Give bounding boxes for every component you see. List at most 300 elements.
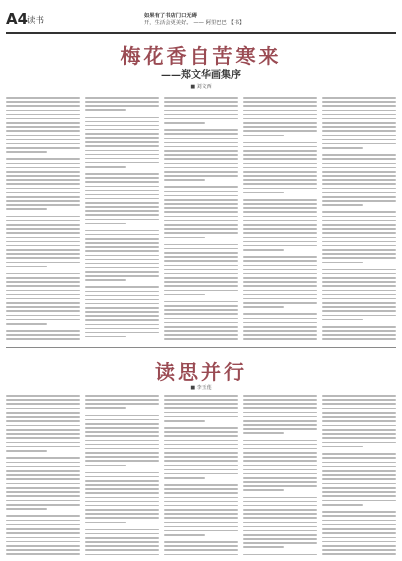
text-line xyxy=(164,133,238,135)
text-line xyxy=(243,142,317,144)
text-line xyxy=(164,554,238,556)
text-line xyxy=(243,302,317,304)
text-line xyxy=(85,286,159,288)
text-line xyxy=(6,508,47,510)
text-line xyxy=(6,126,80,128)
text-line xyxy=(6,462,80,464)
text-line xyxy=(164,407,238,409)
article-1-column-2 xyxy=(85,97,159,340)
text-line xyxy=(243,306,284,308)
text-line xyxy=(164,142,238,144)
text-line xyxy=(322,541,396,543)
text-line xyxy=(164,517,238,519)
text-line xyxy=(85,319,159,321)
text-line xyxy=(243,322,317,324)
text-line xyxy=(164,260,238,262)
text-line xyxy=(6,483,80,485)
text-line xyxy=(6,500,80,502)
text-line xyxy=(243,188,317,190)
text-line xyxy=(85,541,159,543)
text-line xyxy=(164,211,238,213)
text-line xyxy=(164,244,238,246)
text-line xyxy=(243,444,317,446)
text-line xyxy=(243,199,317,201)
section-name: 读书 xyxy=(27,16,45,26)
text-line xyxy=(243,203,317,205)
text-line xyxy=(164,256,238,258)
text-line xyxy=(243,101,317,103)
text-line xyxy=(164,237,205,239)
section-divider xyxy=(6,347,396,348)
text-line xyxy=(85,162,159,164)
text-line xyxy=(164,252,238,254)
text-line xyxy=(164,435,238,437)
article-1-column-3 xyxy=(164,97,238,340)
text-line xyxy=(322,273,396,275)
text-line xyxy=(164,118,238,120)
text-line xyxy=(322,135,396,137)
text-line xyxy=(322,453,396,455)
text-line xyxy=(243,546,284,548)
text-line xyxy=(6,253,80,255)
text-line xyxy=(243,269,317,271)
text-line xyxy=(243,281,317,283)
text-line xyxy=(6,200,80,202)
top-info-strip xyxy=(6,2,396,9)
header-motto xyxy=(144,13,270,27)
text-line xyxy=(85,480,159,482)
text-line xyxy=(85,501,159,503)
text-line xyxy=(85,427,159,429)
text-line xyxy=(243,530,317,532)
text-line xyxy=(322,224,396,226)
text-line xyxy=(322,399,396,401)
text-line xyxy=(85,415,159,417)
text-line xyxy=(164,203,238,205)
text-line xyxy=(243,146,317,148)
text-line xyxy=(85,267,159,269)
text-line xyxy=(85,452,159,454)
text-line xyxy=(243,538,317,540)
text-line xyxy=(243,122,317,124)
text-line xyxy=(164,290,238,292)
text-line xyxy=(6,319,80,321)
text-line xyxy=(6,334,80,336)
text-line xyxy=(6,139,80,141)
text-line xyxy=(322,495,396,497)
text-line xyxy=(322,330,396,332)
text-line xyxy=(322,319,363,321)
text-line xyxy=(164,273,238,275)
text-line xyxy=(164,228,238,230)
page-code: A4 xyxy=(6,10,29,28)
text-line xyxy=(243,277,317,279)
text-line xyxy=(322,183,396,185)
text-line xyxy=(322,446,363,448)
text-line xyxy=(164,171,238,173)
page-header xyxy=(6,10,396,32)
text-line xyxy=(164,444,238,446)
text-line xyxy=(322,192,396,194)
text-line xyxy=(164,509,238,511)
text-line xyxy=(243,403,317,405)
text-line xyxy=(164,175,238,177)
text-line xyxy=(6,524,80,526)
text-line xyxy=(6,433,80,435)
text-line xyxy=(243,249,284,251)
text-line xyxy=(85,129,159,131)
text-line xyxy=(6,437,80,439)
text-line xyxy=(85,484,159,486)
text-line xyxy=(6,179,80,181)
text-line xyxy=(243,110,317,112)
text-line xyxy=(6,196,80,198)
text-line xyxy=(164,522,238,524)
text-line xyxy=(6,515,80,517)
text-line xyxy=(164,403,238,405)
text-line xyxy=(322,429,396,431)
text-line xyxy=(6,114,80,116)
text-line xyxy=(85,328,159,330)
text-line xyxy=(6,298,80,300)
article-2-title: 读思并行 xyxy=(155,360,247,384)
text-line xyxy=(6,412,80,414)
text-line xyxy=(164,301,238,303)
text-line xyxy=(164,420,205,422)
text-line xyxy=(243,105,317,107)
text-line xyxy=(6,183,80,185)
article-1-body xyxy=(6,97,396,340)
text-line xyxy=(85,435,159,437)
text-line xyxy=(322,491,396,493)
text-line xyxy=(164,448,238,450)
text-line xyxy=(243,485,317,487)
text-line xyxy=(85,291,159,293)
text-line xyxy=(322,416,396,418)
text-line xyxy=(322,249,396,251)
text-line xyxy=(85,336,126,338)
text-line xyxy=(164,285,238,287)
text-line xyxy=(243,285,317,287)
text-line xyxy=(85,324,159,326)
text-line xyxy=(322,520,396,522)
text-line xyxy=(85,315,159,317)
text-line xyxy=(164,97,238,99)
text-line xyxy=(322,437,396,439)
text-line xyxy=(322,315,396,317)
text-line xyxy=(164,305,238,307)
article-2-body xyxy=(6,395,396,555)
article-2-column-3 xyxy=(164,395,238,555)
text-line xyxy=(243,171,317,173)
text-line xyxy=(243,338,317,340)
text-line xyxy=(322,504,363,506)
text-line xyxy=(164,269,238,271)
text-line xyxy=(322,298,396,300)
text-line xyxy=(322,228,396,230)
text-line xyxy=(322,147,363,149)
text-line xyxy=(6,281,80,283)
text-line xyxy=(322,524,396,526)
text-line xyxy=(85,522,126,524)
text-line xyxy=(164,484,238,486)
text-line xyxy=(322,403,396,405)
text-line xyxy=(243,416,317,418)
article-2-byline: ■ 李玉莲 xyxy=(190,385,212,391)
text-line xyxy=(85,476,159,478)
text-line xyxy=(164,150,238,152)
text-line xyxy=(164,440,238,442)
text-line xyxy=(164,281,238,283)
text-line xyxy=(164,534,205,536)
text-line xyxy=(164,477,205,479)
text-line xyxy=(85,465,126,467)
text-line xyxy=(164,322,238,324)
text-line xyxy=(322,338,396,340)
text-line xyxy=(322,420,396,422)
text-line xyxy=(85,117,159,119)
text-line xyxy=(243,497,317,499)
text-line xyxy=(85,399,159,401)
text-line xyxy=(6,457,80,459)
text-line xyxy=(164,163,238,165)
text-line xyxy=(322,515,396,517)
text-line xyxy=(6,220,80,222)
text-line xyxy=(6,241,80,243)
text-line xyxy=(164,199,238,201)
text-line xyxy=(243,501,317,503)
text-line xyxy=(85,263,159,265)
article-1-title: 梅花香自苦寒来 xyxy=(120,44,282,68)
text-line xyxy=(85,109,126,111)
text-line xyxy=(243,517,317,519)
text-line xyxy=(164,545,238,547)
text-line xyxy=(85,242,159,244)
text-line xyxy=(85,492,159,494)
text-line xyxy=(322,118,396,120)
text-line xyxy=(243,395,317,397)
text-line xyxy=(243,465,317,467)
text-line xyxy=(164,101,238,103)
text-line xyxy=(85,472,159,474)
text-line xyxy=(322,175,396,177)
text-line xyxy=(6,545,80,547)
article-1-column-1 xyxy=(6,97,80,340)
text-line xyxy=(322,245,396,247)
text-line xyxy=(85,488,159,490)
text-line xyxy=(322,211,396,213)
text-line xyxy=(322,126,396,128)
text-line xyxy=(164,110,238,112)
text-line xyxy=(164,114,238,116)
text-line xyxy=(85,444,159,446)
text-line xyxy=(243,469,317,471)
header-rule xyxy=(6,32,396,34)
text-line xyxy=(322,110,396,112)
text-line xyxy=(6,158,80,160)
text-line xyxy=(164,318,238,320)
text-line xyxy=(164,146,238,148)
text-line xyxy=(322,483,396,485)
text-line xyxy=(6,416,80,418)
text-line xyxy=(243,432,284,434)
text-line xyxy=(243,130,317,132)
text-line xyxy=(6,395,80,397)
text-line xyxy=(164,232,238,234)
text-line xyxy=(164,248,238,250)
text-line xyxy=(243,326,317,328)
text-line xyxy=(243,154,317,156)
text-line xyxy=(243,241,317,243)
text-line xyxy=(243,412,317,414)
text-line xyxy=(243,192,284,194)
text-line xyxy=(243,224,317,226)
text-line xyxy=(322,200,396,202)
motto-line-b: 开，生活会更美好。 xyxy=(144,20,192,26)
text-line xyxy=(243,534,317,536)
text-line xyxy=(164,224,238,226)
text-line xyxy=(85,255,159,257)
text-line xyxy=(164,167,238,169)
text-line xyxy=(164,399,238,401)
text-line xyxy=(85,105,159,107)
text-line xyxy=(322,294,396,296)
text-line xyxy=(164,129,238,131)
text-line xyxy=(243,313,317,315)
text-line xyxy=(85,214,159,216)
text-line xyxy=(164,191,238,193)
text-line xyxy=(6,130,80,132)
text-line xyxy=(85,311,159,313)
text-line xyxy=(322,97,396,99)
text-line xyxy=(243,298,317,300)
text-line xyxy=(322,220,396,222)
text-line xyxy=(243,440,317,442)
text-line xyxy=(164,416,238,418)
text-line xyxy=(85,154,159,156)
text-line xyxy=(6,541,80,543)
text-line xyxy=(6,491,80,493)
text-line xyxy=(6,549,80,551)
text-line xyxy=(6,446,80,448)
text-line xyxy=(243,256,317,258)
text-line xyxy=(164,526,238,528)
text-line xyxy=(164,465,238,467)
text-line xyxy=(85,275,159,277)
text-line xyxy=(243,150,317,152)
text-line xyxy=(6,425,80,427)
text-line xyxy=(6,163,80,165)
text-line xyxy=(243,424,317,426)
text-line xyxy=(6,175,80,177)
motto-line-a: 如果有了书店门口无碍 xyxy=(144,13,197,19)
text-line xyxy=(322,425,396,427)
text-line xyxy=(6,249,80,251)
text-line xyxy=(322,253,396,255)
text-line xyxy=(243,97,317,99)
text-line xyxy=(243,473,317,475)
text-line xyxy=(85,307,159,309)
text-line xyxy=(85,299,159,301)
text-line xyxy=(164,313,238,315)
text-line xyxy=(85,509,159,511)
text-line xyxy=(6,478,80,480)
text-line xyxy=(243,505,317,507)
text-line xyxy=(85,332,159,334)
text-line xyxy=(322,167,396,169)
text-line xyxy=(322,511,396,513)
text-line xyxy=(6,171,80,173)
text-line xyxy=(6,487,80,489)
text-line xyxy=(85,395,159,397)
text-line xyxy=(85,250,159,252)
text-line xyxy=(322,154,396,156)
text-line xyxy=(164,330,238,332)
text-line xyxy=(85,137,159,139)
text-line xyxy=(6,188,80,190)
article-1-byline: ■ 刘文西 xyxy=(190,84,212,90)
text-line xyxy=(243,428,317,430)
article-2-column-4 xyxy=(243,395,317,555)
text-line xyxy=(322,122,396,124)
text-line xyxy=(243,114,317,116)
text-line xyxy=(85,202,159,204)
text-line xyxy=(6,302,80,304)
text-line xyxy=(243,330,317,332)
text-line xyxy=(85,173,159,175)
text-line xyxy=(322,553,396,555)
text-line xyxy=(243,489,284,491)
text-line xyxy=(6,420,80,422)
text-line xyxy=(322,262,363,264)
text-line xyxy=(85,529,159,531)
text-line xyxy=(322,130,396,132)
text-line xyxy=(322,462,396,464)
text-line xyxy=(164,505,238,507)
text-line xyxy=(85,223,126,225)
text-line xyxy=(164,541,238,543)
text-line xyxy=(164,473,238,475)
text-line xyxy=(243,118,317,120)
text-line xyxy=(6,228,80,230)
text-line xyxy=(6,105,80,107)
text-line xyxy=(6,429,80,431)
text-line xyxy=(322,269,396,271)
article-1-column-4 xyxy=(243,97,317,340)
text-line xyxy=(243,265,317,267)
text-line xyxy=(164,469,238,471)
text-line xyxy=(164,412,238,414)
text-line xyxy=(164,530,238,532)
text-line xyxy=(85,505,159,507)
text-line xyxy=(243,481,317,483)
text-line xyxy=(243,216,317,218)
text-line xyxy=(6,290,80,292)
text-line xyxy=(85,234,159,236)
text-line xyxy=(322,237,396,239)
text-line xyxy=(85,186,159,188)
text-line xyxy=(164,395,238,397)
text-line xyxy=(6,232,80,234)
text-line xyxy=(6,537,80,539)
text-line xyxy=(322,310,396,312)
text-line xyxy=(6,151,47,153)
text-line xyxy=(243,183,317,185)
text-line xyxy=(322,528,396,530)
text-line xyxy=(243,135,284,137)
text-line xyxy=(243,554,317,556)
text-line xyxy=(6,338,80,340)
